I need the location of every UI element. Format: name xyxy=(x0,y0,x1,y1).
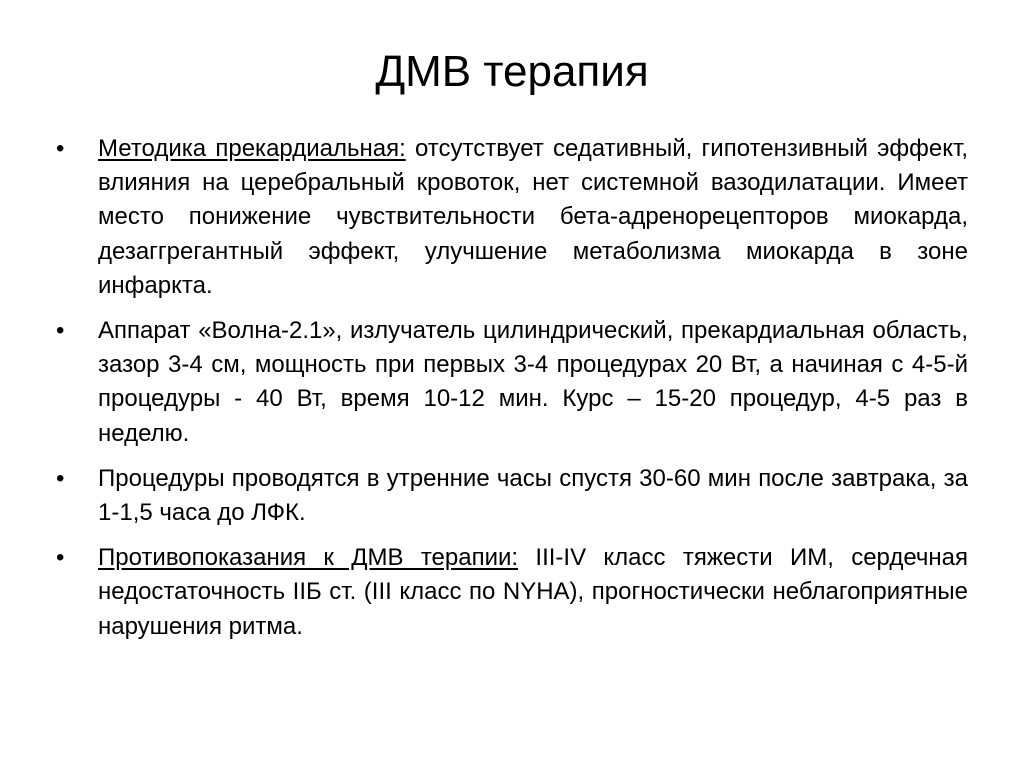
bullet-icon: • xyxy=(56,544,65,572)
bullet-text: отсутствует седативный, гипотензивный эффект, влияния на церебральный кровоток, нет системной вазодилатации. Имеет место понижение чувствительности бета-адренорецепторов миокарда, дезаггрегантный эффект, улучшение метаболизма миокарда в зоне инфаркта. xyxy=(98,135,969,299)
bullet-text: Аппарат «Волна-2.1», излучатель цилиндрический, прекардиальная область, зазор 3-4 см, мощность при первых 3-4 процедурах 20 Вт, а начиная с 4-5-й процедуры - 40 Вт, время 10-12 мин. Курс – 15-20 процедур, 4-5 раз в неделю. xyxy=(98,317,968,447)
bullet-item xyxy=(56,462,968,530)
bullet-icon: • xyxy=(56,464,65,492)
slide-title: ДМВ терапия xyxy=(375,47,649,96)
bullet-list xyxy=(56,132,968,655)
bullet-text: III-IV класс тяжести ИМ, сердечная недостаточность IIБ ст. (III класс по NYHA), прогностически неблагоприятные нарушения ритма. xyxy=(98,544,968,640)
bullet-icon: • xyxy=(56,317,65,345)
bullet-item xyxy=(56,132,968,303)
bullet-item xyxy=(56,541,968,644)
bullet-icon: • xyxy=(56,135,65,162)
bullet-item xyxy=(56,314,968,451)
bullet-lead: Методика прекардиальная: xyxy=(98,135,406,162)
bullet-text: Процедуры проводятся в утренние часы спустя 30-60 мин после завтрака, за 1-1,5 часа до ЛФК. xyxy=(98,464,968,527)
bullet-lead: Противопоказания к ДМВ терапии: xyxy=(98,544,519,572)
